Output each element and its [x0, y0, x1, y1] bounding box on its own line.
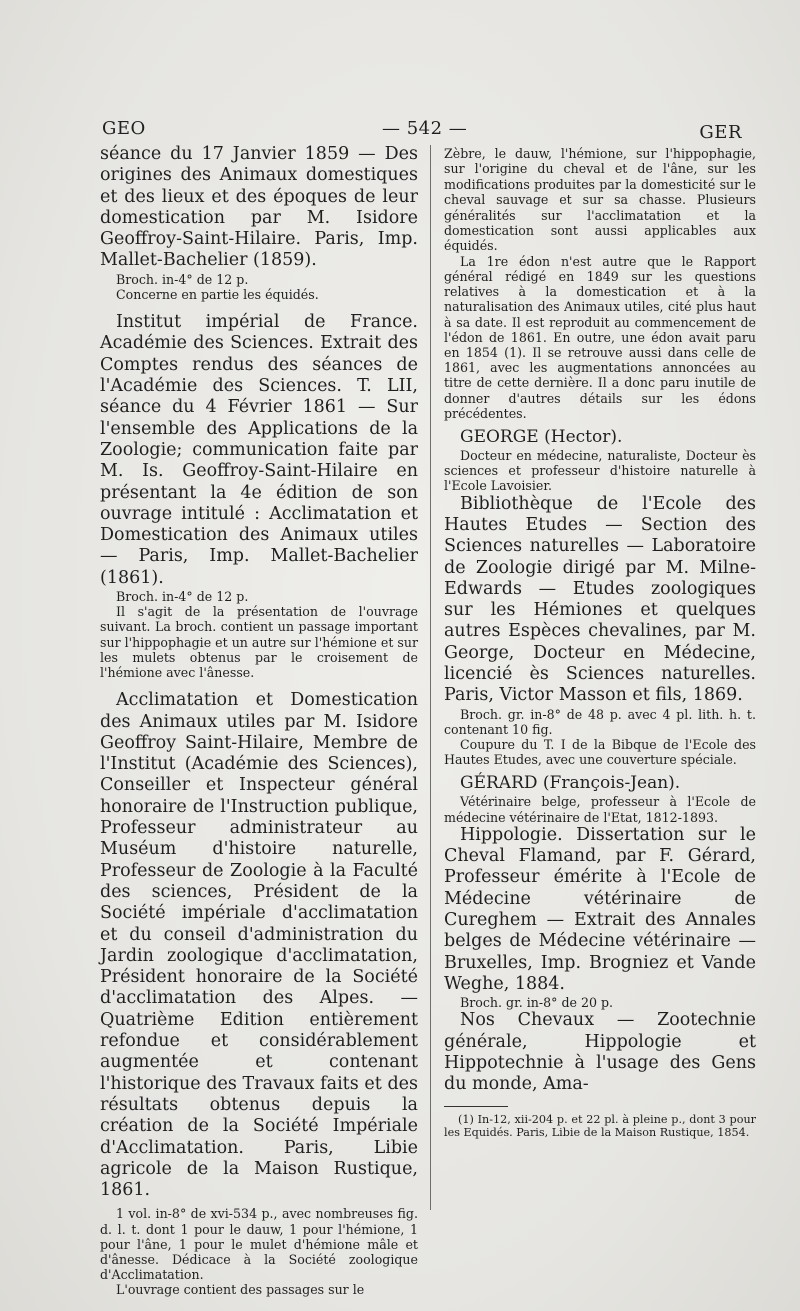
entry-note: 1 vol. in-8° de xvi-534 p., avec nombreuses fig. d. l. t. dont 1 pour le dauw, 1 pour l'hémione, 1 pour l'âne, 1 pour le mulet d'hémione mâle et d'ânesse. Dédicace à la Société zoologique d'Acclimatation.: [100, 1206, 418, 1283]
entry-note: Zèbre, le dauw, l'hémione, sur l'hippophagie, sur l'origine du cheval et de l'âne, sur les modifications produites par la domesticité sur le cheval sauvage et sur sa chasse. Plusieurs généralités sur l'acclimatation et la domestication sont aussi applicables aux équidés.: [444, 146, 756, 254]
entry-text: Hippologie. Dissertation sur le Cheval Flamand, par F. Gérard, Professeur émérite à l'Ecole de Médecine vétérinaire de Cureghem — Extrait des Annales belges de Médecine vétérinaire — Bruxelles, Imp. Brogniez et Vande Weghe, 1884.: [444, 824, 756, 994]
entry-text: Nos Chevaux — Zootechnie générale, Hippologie et Hippotechnie à l'usage des Gens du monde, Ama-: [444, 1010, 756, 1095]
footnote-rule: [444, 1106, 508, 1107]
entry-note: L'ouvrage contient des passages sur le: [116, 1282, 365, 1298]
author-heading: GEORGE (Hector).: [460, 427, 623, 448]
entry-text: séance du 17 Janvier 1859 — Des origines des Animaux domestiques et des lieux et des époques de leur domestication par M. Isidore Geoffroy-Saint-Hilaire. Paris, Imp. Mallet-Bachelier (1859).: [100, 144, 418, 271]
page-number: — 542 —: [382, 118, 468, 139]
entry-note: Broch. in-4° de 12 p.: [116, 589, 249, 605]
entry-note: Il s'agit de la présentation de l'ouvrage suivant. La broch. contient un passage important sur l'hippophagie et un autre sur l'hémione et sur les mulets obtenus par le croisement de l'hémione avec l'ânesse.: [100, 604, 418, 681]
author-bio: Docteur en médecine, naturaliste, Docteur ès sciences et professeur d'histoire naturelle à l'Ecole Lavoisier.: [444, 448, 756, 494]
entry-text: Acclimatation et Domestication des Animaux utiles par M. Isidore Geoffroy Saint-Hilaire, Membre de l'Institut (Académie des Sciences), Conseiller et Inspecteur général honoraire de l'Instruction publique, Professeur administrateur au Muséum d'histoire naturelle, Professeur de Zoologie à la Faculté des sciences, Président de la Société impériale d'acclimatation et du conseil d'administration du Jardin zoologique d'acclimatation, Président honoraire de la Société d'acclimatation des Alpes. — Quatrième Edition entièrement refondue et considérablement augmentée et contenant l'historique des Travaux faits et des résultats obtenus depuis la création de la Société Impériale d'Acclimatation. Paris, Libie agricole de la Maison Rustique, 1861.: [100, 690, 418, 1201]
entry-note: Broch. in-4° de 12 p.: [116, 271, 249, 287]
entry-text: Bibliothèque de l'Ecole des Hautes Etudes — Section des Sciences naturelles — Laboratoire de Zoologie dirigé par M. Milne-Edwards — Etudes zoologiques sur les Hémiones et quelques autres Espèces chevalines, par M. George, Docteur en Médecine, licencié ès Sciences naturelles. Paris, Victor Masson et fils, 1869.: [444, 493, 756, 706]
entry-note: Concerne en partie les équidés.: [116, 286, 319, 302]
running-header: [102, 118, 742, 142]
author-bio: Vétérinaire belge, professeur à l'Ecole de médecine vétérinaire de l'Etat, 1812-1893.: [444, 794, 756, 825]
entry-note: La 1re édon n'est autre que le Rapport général rédigé en 1849 sur les questions relatives à la domestication et à la naturalisation des Animaux utiles, cité plus haut à sa date. Il est reproduit au commencement de l'édon de 1861. En outre, une édon avait paru en 1854 (1). Il se retrouve aussi dans celle de 1861, avec les augmentations annoncées au titre de cette dernière. Il a donc paru inutile de donner d'autres détails sur les édons précédentes.: [444, 253, 756, 421]
entry-note: Coupure du T. I de la Bibque de l'Ecole des Hautes Etudes, avec une couverture spéciale.: [444, 737, 756, 768]
footnote: (1) In-12, xii-204 p. et 22 pl. à pleine p., dont 3 pour les Equidés. Paris, Libie de la Maison Rustique, 1854.: [444, 1112, 756, 1140]
entry-text: Institut impérial de France. Académie des Sciences. Extrait des Comptes rendus des séances de l'Académie des Sciences. T. LII, séance du 4 Février 1861 — Sur l'ensemble des Applications de la Zoologie; communication faite par M. Is. Geoffroy-Saint-Hilaire en présentant la 4e édition de son ouvrage intitulé : Acclimatation et Domestication des Animaux utiles — Paris, Imp. Mallet-Bachelier (1861).: [100, 312, 418, 588]
right-column: [444, 146, 756, 1139]
column-divider: [430, 145, 431, 1210]
header-left-guide-word: GEO: [102, 118, 146, 139]
entry-note: Broch. gr. in-8° de 48 p. avec 4 pl. lith. h. t. contenant 10 fig.: [444, 706, 756, 737]
left-column: [100, 144, 418, 1298]
author-heading: GÉRARD (François-Jean).: [460, 773, 681, 794]
entry-note: Broch. gr. in-8° de 20 p.: [460, 995, 614, 1011]
header-right-guide-word: GER: [699, 122, 742, 143]
